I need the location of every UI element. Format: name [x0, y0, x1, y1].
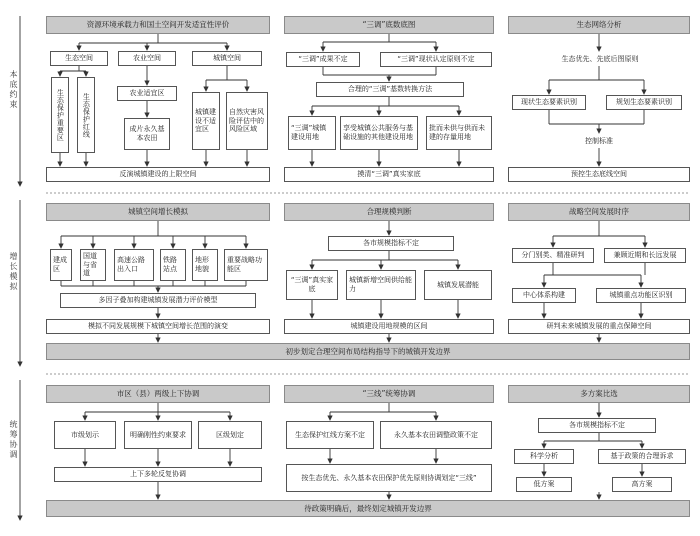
- r2c1-factor-5: 重要战略功能区: [224, 249, 268, 281]
- r2c1-header: 城镇空间增长模拟: [46, 203, 270, 221]
- r3c3-low: 低方案: [516, 477, 572, 492]
- r1c2-header: “三调”底数底图: [284, 16, 494, 34]
- r3c1-city-plan: 市级划示: [54, 421, 116, 449]
- r1c3-bottom: 预控生态底线空间: [508, 167, 690, 182]
- r1c1-eco-key-zone: 生态保护重要区: [51, 77, 69, 153]
- r3c3-header: 多方案比选: [508, 385, 690, 403]
- r1c1-urban-space: 城镇空间: [192, 51, 262, 66]
- r3c2-header: “三线”统筹协调: [284, 385, 494, 403]
- r3c1-bottom: 上下多轮反复协调: [54, 467, 262, 482]
- r1c1-urban-unsuitable: 城镇建设不适宜区: [192, 92, 220, 150]
- r2c2-potential: 城镇发展潜能: [424, 270, 492, 300]
- r2c1-factor-4: 地形地貌: [192, 249, 218, 281]
- r1c3-control: 控制标准: [585, 136, 613, 145]
- r3c3-scientific: 科学分析: [514, 449, 574, 464]
- r1c1-disaster-risk: 自然灾害风险评估中的风险区域: [226, 92, 268, 150]
- r2c3-split-research: 分门别类、精准研判: [512, 248, 594, 263]
- r3c1-constraints: 明确刚性约束要求: [124, 421, 192, 449]
- r1c1-farmland: 成片永久基本农田: [124, 118, 170, 150]
- section-label-constraints: 本底约束: [9, 70, 18, 110]
- r1c1-eco-space: 生态空间: [50, 51, 108, 66]
- r2-band: 初步划定合理空间布局结构指导下的城镇开发边界: [46, 343, 690, 360]
- r2c1-bottom: 模拟不同发展规模下城镇空间增长范围的演变: [46, 319, 270, 334]
- r1c1-eco-redline: 生态保护红线: [77, 77, 95, 153]
- r2c2-supply: 城镇新增空间供给能力: [346, 270, 416, 300]
- r1c3-status-id: 现状生态要素识别: [512, 95, 586, 110]
- r3c3-uncertain: 各市规模指标不定: [538, 418, 656, 433]
- r1c3-principle: 生态优先、先底后图原则: [561, 54, 639, 63]
- section-label-coordination: 统筹协调: [9, 420, 18, 460]
- r3c2-redline-uncertain: 生态保护红线方案不定: [286, 421, 374, 449]
- r1c2-method: 合理的“三调”基数转换方法: [316, 82, 464, 97]
- r1c2-uncertain: “三调”成果不定: [286, 52, 360, 67]
- r1c3-plan-id: 规划生态要素识别: [606, 95, 682, 110]
- r2c2-uncertain: 各市规模指标不定: [328, 236, 454, 251]
- r2c1-factor-0: 建成区: [50, 249, 72, 281]
- r1c1-header: 资源环境承载力和国土空间开发适宜性评价: [46, 16, 270, 34]
- r2c1-factor-2: 高速公路出入口: [114, 249, 154, 281]
- r3c3-high: 高方案: [612, 477, 672, 492]
- r2c2-real-home: “三调”真实家底: [286, 270, 338, 300]
- r1c2-status-diff: “三调”现状认定原则不定: [380, 52, 492, 67]
- r2c3-bottom: 研判未来城镇发展的重点保障空间: [508, 319, 690, 334]
- r3-band: 待政策明确后，最终划定城镇开发边界: [46, 500, 690, 517]
- r3c3-policy: 基于政策的合理诉求: [598, 449, 686, 464]
- r1c1-bottom: 反演城镇建设的上限空间: [46, 167, 270, 182]
- r2c1-factor-3: 铁路站点: [160, 249, 186, 281]
- r3c2-bottom: 按生态优先、永久基本农田保护优先原则协调划定“三线”: [286, 464, 492, 492]
- r3c1-district-plan: 区级划定: [198, 421, 262, 449]
- section-label-simulation: 增长模拟: [9, 252, 18, 292]
- r1c2-bottom: 摸清“三调”真实家底: [284, 167, 494, 182]
- r2c2-bottom: 城镇建设用地规模的区间: [284, 319, 494, 334]
- r2c3-center-system: 中心体系构建: [512, 288, 576, 303]
- r2c3-near-long: 兼顾近期和长远发展: [604, 248, 686, 263]
- r2c1-factor-1: 国道与省道: [80, 249, 106, 281]
- r1c1-agri-space: 农业空间: [118, 51, 176, 66]
- r3c2-farmland-uncertain: 永久基本农田调整政策不定: [380, 421, 492, 449]
- r2c1-mid: 多因子叠加构建城镇发展潜力评价模型: [60, 293, 256, 308]
- r1c2-urban-land: “三调”城镇建设用地: [288, 116, 336, 150]
- r3c1-header: 市区（县）两级上下协调: [46, 385, 270, 403]
- r2c3-header: 战略空间发展时序: [508, 203, 690, 221]
- r2c3-key-function: 城镇重点功能区识别: [596, 288, 686, 303]
- r1c2-approved-unsupplied: 批而未供与供而未建的存量用地: [426, 116, 492, 150]
- r1c3-header: 生态网络分析: [508, 16, 690, 34]
- r1c2-enjoy-services: 享受城镇公共服务与基础设施的其他建设用地: [340, 116, 418, 150]
- r2c2-header: 合理规模判断: [284, 203, 494, 221]
- r1c1-agri-suitable: 农业适宜区: [117, 86, 177, 101]
